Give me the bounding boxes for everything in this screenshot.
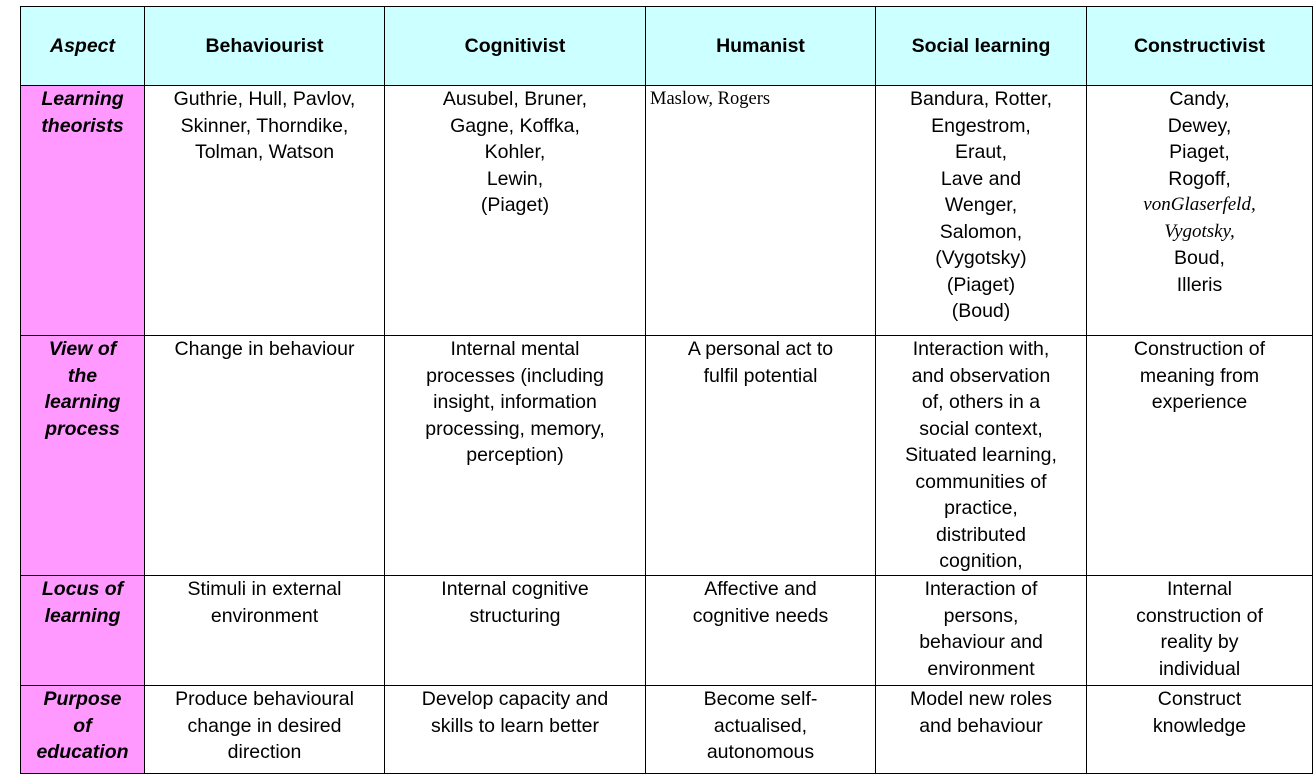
cell-line: A personal act to [687,338,834,360]
cell-line: perception) [466,444,564,466]
cell-locus-behaviourist [145,576,385,686]
cell-line: education [36,741,129,763]
row-label-learning-theorists [21,86,145,336]
cell-line: (Piaget) [480,194,550,216]
cell-line: Internal cognitive [441,578,589,600]
cell-line: cognition, [939,550,1023,572]
cell-line: Purpose [43,688,122,710]
cell-line: construction of [1136,604,1263,627]
cell-line: Salomon, [939,220,1023,243]
cell-line: behaviour and [919,631,1043,653]
cell-line: process [45,417,120,440]
cell-theorists-social-learning [876,86,1087,336]
cell-line: Produce behavioural [175,688,354,710]
cell-line: Boud, [1174,247,1225,269]
header-cognitivist: Cognitivist [385,7,646,86]
cell-line: the [67,364,98,387]
cell-purpose-humanist [646,686,876,774]
cell-line: processing, memory, [425,417,605,440]
cell-line: Stimuli in external [187,578,342,600]
cell-line: individual [1158,657,1241,680]
cell-line: distributed [936,523,1026,546]
cell-line: Interaction of [924,578,1038,600]
cell-line: Illeris [1176,273,1223,296]
cell-line: social context, [919,417,1043,440]
cell-line: actualised, [713,714,808,737]
cell-line: Kohler, [484,141,546,163]
cell-line: Situated learning, [905,444,1057,466]
cell-line: insight, information [433,391,597,413]
cell-view-behaviourist [145,336,385,576]
cell-line: Construct [1157,688,1242,710]
cell-line: Tolman, Watson [194,141,335,163]
row-label-purpose-of-education [21,686,145,774]
cell-line: processes (including [426,364,604,387]
cell-theorists-humanist: Maslow, Rogers [646,86,876,336]
cell-line: Locus of [41,578,124,600]
cell-line: Vygotsky, [1164,220,1235,242]
cell-line: autonomous [706,741,815,763]
cell-line: Eraut, [954,141,1008,163]
cell-line: Become self- [703,688,818,710]
cell-line: learning [44,604,121,627]
table-row [21,336,1313,576]
cell-locus-social-learning [876,576,1087,686]
cell-purpose-behaviourist [145,686,385,774]
cell-line: Develop capacity and [421,688,609,710]
cell-line: of, others in a [921,391,1041,413]
label-line: Learning [41,88,124,110]
cell-line: environment [927,657,1035,680]
cell-line: Affective and [704,578,817,600]
cell-line: change in desired [187,714,342,737]
cell-purpose-cognitivist [385,686,646,774]
cell-theorists-cognitivist [385,86,646,336]
cell-line: (Vygotsky) [935,247,1027,269]
learning-theories-table [20,6,1313,774]
cell-locus-cognitivist [385,576,646,686]
cell-line: Lewin, [486,167,544,190]
cell-line: of [73,714,92,737]
cell-purpose-social-learning [876,686,1087,774]
cell-line: meaning from [1139,364,1260,387]
cell-view-social-learning [876,336,1087,576]
cell-line: vonGlaserfeld, [1143,194,1256,215]
header-behaviourist: Behaviourist [145,7,385,86]
cell-view-humanist [646,336,876,576]
cell-view-constructivist [1087,336,1313,576]
cell-line: Guthrie, Hull, Pavlov, [173,88,356,110]
cell-line: Internal [1166,578,1233,600]
row-label-locus-of-learning [21,576,145,686]
cell-line: Piaget, [1169,141,1230,163]
header-aspect: Aspect [21,7,145,86]
cell-theorists-behaviourist [145,86,385,336]
label-line: theorists [41,114,124,137]
cell-line: Bandura, Rotter, [909,88,1052,110]
cell-line: Ausubel, Bruner, [442,88,588,110]
cell-line: Rogoff, [1168,167,1231,190]
cell-line: skills to learn better [431,714,599,737]
cell-line: environment [210,604,319,627]
cell-line: Internal mental [450,338,580,360]
cell-line: direction [227,741,302,763]
table-row [21,86,1313,336]
cell-view-cognitivist [385,336,646,576]
table-row [21,686,1313,774]
cell-line: Engestrom, [931,114,1031,137]
header-humanist: Humanist [646,7,876,86]
constructivist-theorists-b [1091,245,1308,298]
cell-line: (Piaget) [946,273,1016,296]
cell-line: and observation [911,364,1051,387]
cell-purpose-constructivist [1087,686,1313,774]
cell-line: Construction of [1133,338,1266,360]
cell-line: structuring [469,604,561,627]
cell-line: practice, [944,497,1018,519]
cell-line: knowledge [1152,714,1247,737]
cell-line: experience [1151,391,1248,413]
cell-line: Change in behaviour [174,338,355,360]
cell-line: reality by [1160,631,1239,653]
constructivist-theorists-italic [1091,192,1308,245]
cell-line: fulfil potential [703,364,818,387]
cell-line: Lave and [940,167,1022,190]
cell-line: Model new roles [910,688,1052,710]
cell-line: Dewey, [1167,114,1232,137]
table-row [21,576,1313,686]
cell-line: Gagne, Koffka, [450,114,580,137]
cell-line: cognitive needs [692,604,829,627]
row-label-view-of-learning [21,336,145,576]
header-row [21,7,1313,86]
cell-line: persons, [943,604,1019,627]
cell-line: Interaction with, [912,338,1050,360]
cell-line: and behaviour [919,714,1043,737]
cell-line: learning [44,391,121,413]
cell-locus-humanist [646,576,876,686]
cell-line: communities of [915,470,1047,493]
cell-line: Skinner, Thorndike, [180,114,349,137]
cell-locus-constructivist [1087,576,1313,686]
header-constructivist: Constructivist [1087,7,1313,86]
cell-theorists-constructivist [1087,86,1313,336]
cell-line: Candy, [1169,88,1230,110]
header-social-learning: Social learning [876,7,1087,86]
cell-line: (Boud) [951,300,1011,322]
cell-line: View of [48,338,117,360]
cell-line: Wenger, [944,194,1018,216]
constructivist-theorists-a [1091,86,1308,192]
